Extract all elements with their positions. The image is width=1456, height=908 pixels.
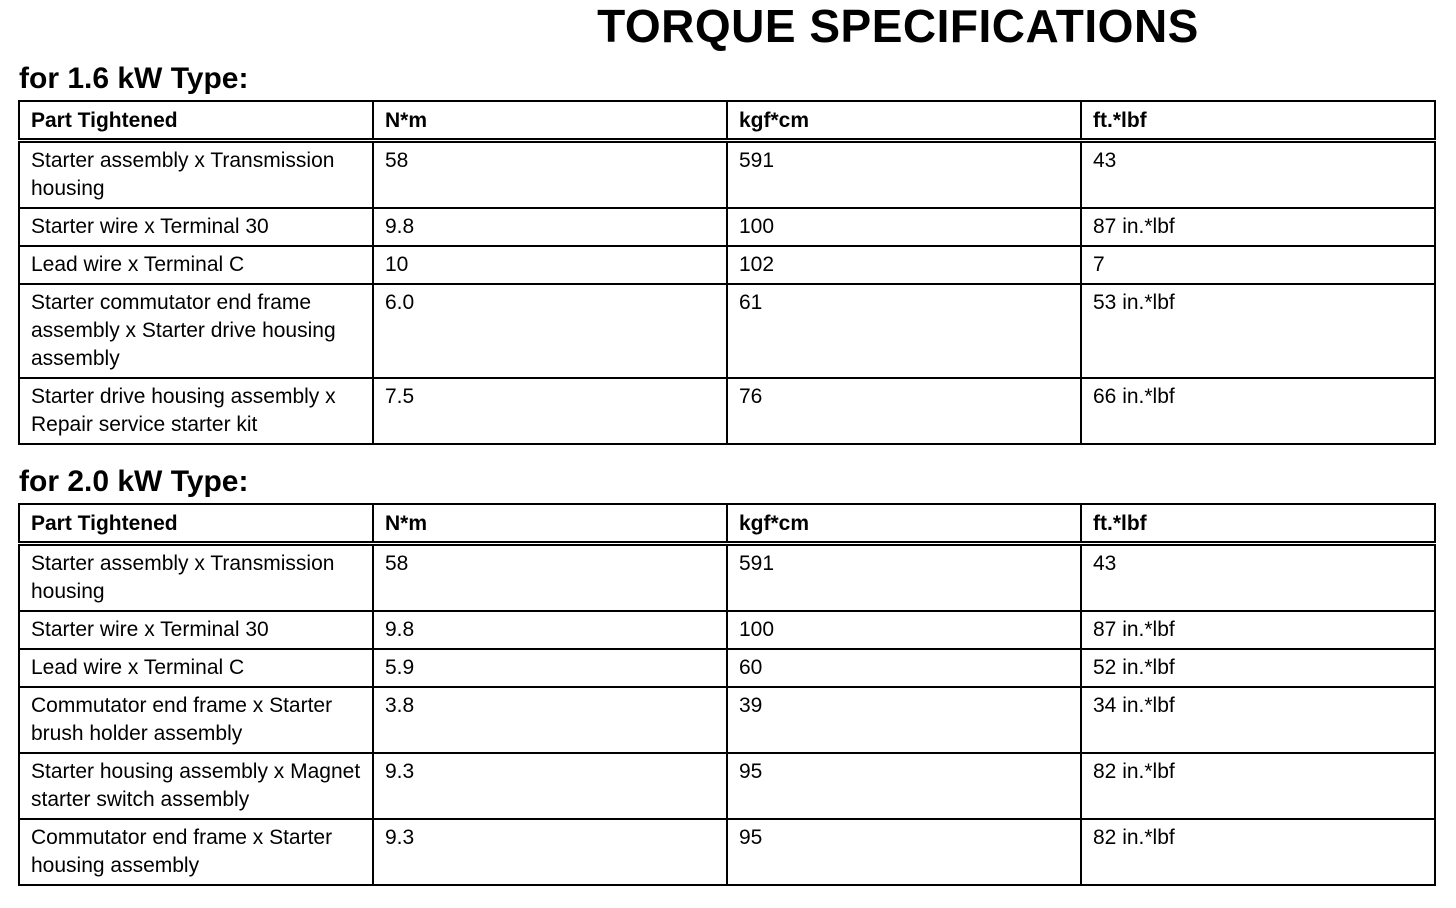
section-heading-2-0kw: for 2.0 kW Type: (19, 465, 249, 498)
header-nm: N*m (373, 101, 727, 141)
cell-kgfcm: 591 (727, 141, 1081, 209)
cell-part: Starter wire x Terminal 30 (19, 208, 373, 246)
table-row (19, 649, 1435, 687)
cell-nm: 58 (373, 544, 727, 612)
cell-ftlbf: 52 in.*lbf (1081, 649, 1435, 687)
cell-kgfcm: 76 (727, 378, 1081, 444)
table-row (19, 611, 1435, 649)
table-row (19, 378, 1435, 444)
cell-ftlbf: 66 in.*lbf (1081, 378, 1435, 444)
cell-kgfcm: 100 (727, 611, 1081, 649)
cell-part: Starter drive housing assembly x Repair service starter kit (19, 378, 373, 444)
torque-table-2-0kw (18, 503, 1436, 886)
cell-ftlbf: 87 in.*lbf (1081, 611, 1435, 649)
cell-part: Starter housing assembly x Magnet starter switch assembly (19, 753, 373, 819)
cell-nm: 6.0 (373, 284, 727, 378)
cell-part: Lead wire x Terminal C (19, 246, 373, 284)
cell-kgfcm: 61 (727, 284, 1081, 378)
cell-nm: 10 (373, 246, 727, 284)
header-ftlbf: ft.*lbf (1081, 101, 1435, 141)
section-heading-1-6kw: for 1.6 kW Type: (19, 62, 249, 95)
cell-ftlbf: 43 (1081, 141, 1435, 209)
cell-kgfcm: 95 (727, 753, 1081, 819)
cell-nm: 5.9 (373, 649, 727, 687)
table-row (19, 208, 1435, 246)
cell-part: Starter assembly x Transmission housing (19, 544, 373, 612)
cell-nm: 58 (373, 141, 727, 209)
cell-kgfcm: 39 (727, 687, 1081, 753)
header-nm: N*m (373, 504, 727, 544)
cell-part: Commutator end frame x Starter brush holder assembly (19, 687, 373, 753)
cell-ftlbf: 53 in.*lbf (1081, 284, 1435, 378)
cell-ftlbf: 82 in.*lbf (1081, 819, 1435, 885)
header-ftlbf: ft.*lbf (1081, 504, 1435, 544)
header-part-tightened: Part Tightened (19, 101, 373, 141)
header-kgfcm: kgf*cm (727, 101, 1081, 141)
cell-kgfcm: 60 (727, 649, 1081, 687)
cell-nm: 9.3 (373, 819, 727, 885)
cell-nm: 3.8 (373, 687, 727, 753)
torque-table-1-6kw (18, 100, 1436, 445)
header-part-tightened: Part Tightened (19, 504, 373, 544)
cell-kgfcm: 100 (727, 208, 1081, 246)
cell-nm: 9.8 (373, 611, 727, 649)
cell-kgfcm: 102 (727, 246, 1081, 284)
cell-part: Starter commutator end frame assembly x Starter drive housing assembly (19, 284, 373, 378)
table-row (19, 246, 1435, 284)
cell-kgfcm: 591 (727, 544, 1081, 612)
cell-nm: 9.3 (373, 753, 727, 819)
table-row (19, 687, 1435, 753)
table-header-row (19, 101, 1435, 141)
cell-ftlbf: 43 (1081, 544, 1435, 612)
cell-part: Lead wire x Terminal C (19, 649, 373, 687)
table-row (19, 819, 1435, 885)
cell-ftlbf: 82 in.*lbf (1081, 753, 1435, 819)
header-kgfcm: kgf*cm (727, 504, 1081, 544)
page-title: TORQUE SPECIFICATIONS (597, 0, 1199, 52)
cell-ftlbf: 87 in.*lbf (1081, 208, 1435, 246)
cell-ftlbf: 7 (1081, 246, 1435, 284)
cell-nm: 7.5 (373, 378, 727, 444)
cell-kgfcm: 95 (727, 819, 1081, 885)
table-row (19, 544, 1435, 612)
cell-ftlbf: 34 in.*lbf (1081, 687, 1435, 753)
table-row (19, 141, 1435, 209)
cell-part: Commutator end frame x Starter housing assembly (19, 819, 373, 885)
cell-nm: 9.8 (373, 208, 727, 246)
table-header-row (19, 504, 1435, 544)
table-row (19, 284, 1435, 378)
cell-part: Starter wire x Terminal 30 (19, 611, 373, 649)
table-row (19, 753, 1435, 819)
cell-part: Starter assembly x Transmission housing (19, 141, 373, 209)
